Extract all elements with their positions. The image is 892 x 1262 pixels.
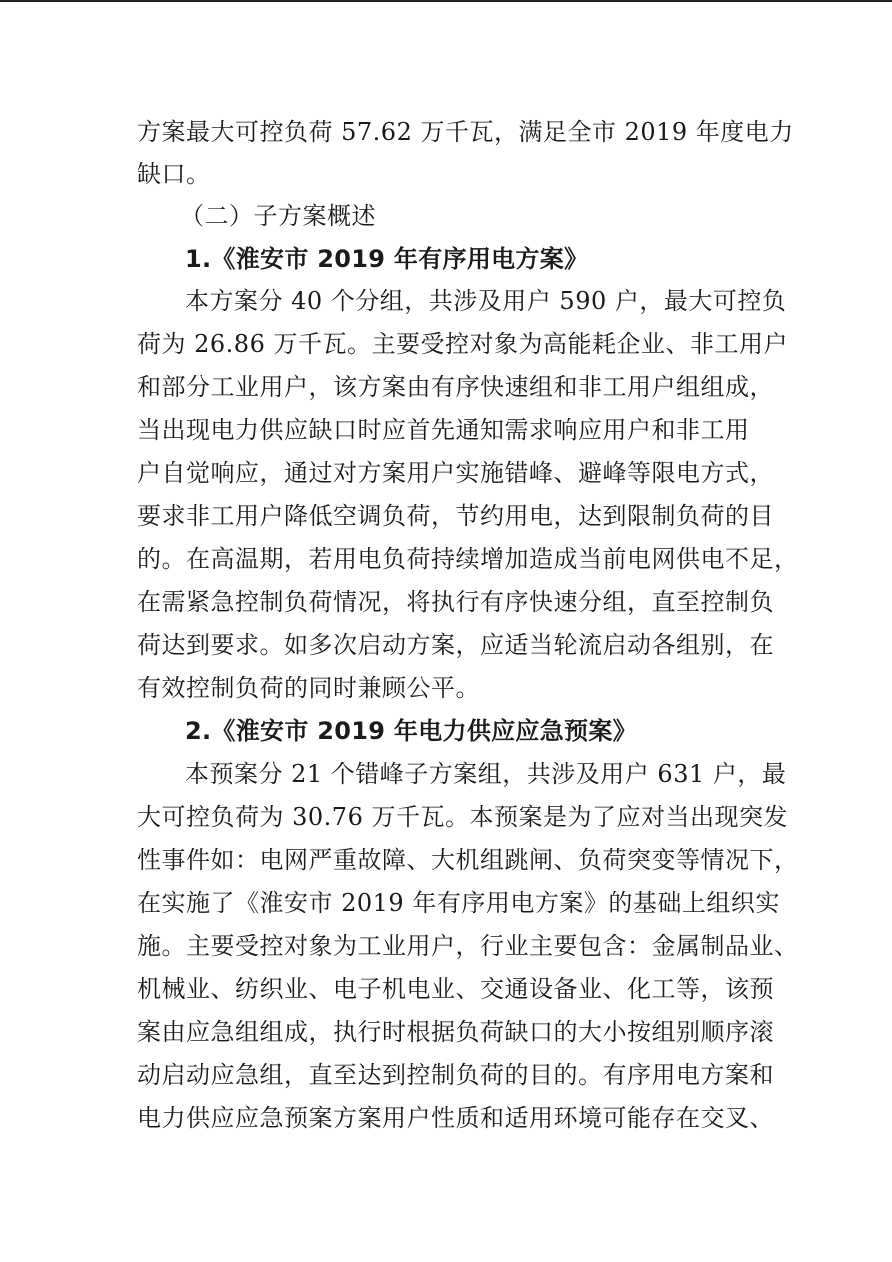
- section-heading: （二）子方案概述: [180, 202, 376, 230]
- page-top-border: [0, 0, 892, 2]
- sub-plan-2-line: 机械业、纺织业、电子机电业、交通设备业、化工等，该预: [137, 975, 774, 1003]
- sub-plan-1-title: 1.《淮安市 2019 年有序用电方案》: [185, 245, 589, 273]
- sub-plan-2-line: 电力供应应急预案方案用户性质和适用环境可能存在交叉、: [137, 1104, 774, 1132]
- sub-plan-1-line: 在需紧急控制负荷情况，将执行有序快速分组，直至控制负: [137, 588, 774, 616]
- intro-line-2: 缺口。: [137, 160, 211, 188]
- intro-line-1: 方案最大可控负荷 57.62 万千瓦，满足全市 2019 年度电力: [137, 118, 794, 146]
- sub-plan-1-line: 要求非工用户降低空调负荷，节约用电，达到限制负荷的目: [137, 502, 774, 530]
- sub-plan-1-line: 户自觉响应，通过对方案用户实施错峰、避峰等限电方式，: [137, 459, 774, 487]
- sub-plan-1-line: 当出现电力供应缺口时应首先通知需求响应用户和非工用: [137, 416, 750, 444]
- sub-plan-2-line: 性事件如：电网严重故障、大机组跳闸、负荷突变等情况下，: [137, 846, 799, 874]
- sub-plan-2-line: 在实施了《淮安市 2019 年有序用电方案》的基础上组织实: [137, 889, 780, 917]
- sub-plan-2-line: 施。主要受控对象为工业用户，行业主要包含：金属制品业、: [137, 932, 799, 960]
- sub-plan-2-line: 动启动应急组，直至达到控制负荷的目的。有序用电方案和: [137, 1061, 774, 1089]
- sub-plan-1-line: 荷达到要求。如多次启动方案，应适当轮流启动各组别，在: [137, 631, 774, 659]
- sub-plan-2-title: 2.《淮安市 2019 年电力供应应急预案》: [185, 717, 637, 745]
- sub-plan-1-line: 本方案分 40 个分组，共涉及用户 590 户，最大可控负: [185, 287, 787, 315]
- sub-plan-1-line: 有效控制负荷的同时兼顾公平。: [137, 674, 480, 702]
- sub-plan-2-line: 本预案分 21 个错峰子方案组，共涉及用户 631 户，最: [185, 760, 787, 788]
- sub-plan-2-line: 案由应急组组成，执行时根据负荷缺口的大小按组别顺序滚: [137, 1018, 774, 1046]
- sub-plan-1-line: 荷为 26.86 万千瓦。主要受控对象为高能耗企业、非工用户: [137, 330, 788, 358]
- sub-plan-1-line: 和部分工业用户，该方案由有序快速组和非工用户组组成，: [137, 373, 774, 401]
- sub-plan-2-line: 大可控负荷为 30.76 万千瓦。本预案是为了应对当出现突发: [137, 803, 788, 831]
- sub-plan-1-line: 的。在高温期，若用电负荷持续增加造成当前电网供电不足，: [137, 545, 799, 573]
